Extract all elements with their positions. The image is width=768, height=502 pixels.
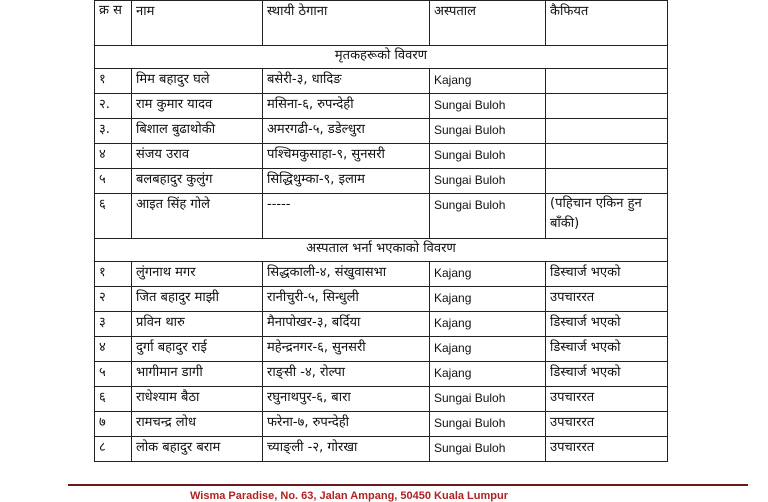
cell-name: लुंगनाथ मगर xyxy=(132,262,263,287)
cell-hospital: Sungai Buloh xyxy=(430,119,546,144)
cell-name: संजय उराव xyxy=(132,144,263,169)
cell-address: ----- xyxy=(263,194,430,239)
cell-hospital: Sungai Buloh xyxy=(430,387,546,412)
table-row xyxy=(95,412,668,437)
header-remarks: कैफियत xyxy=(546,1,668,46)
section-admitted-title: अस्पताल भर्ना भएकाको विवरण xyxy=(95,239,668,262)
cell-remarks xyxy=(546,69,668,94)
cell-sn: ५ xyxy=(95,169,132,194)
cell-hospital: Kajang xyxy=(430,287,546,312)
cell-name: लोक बहादुर बराम xyxy=(132,437,263,462)
cell-hospital: Sungai Buloh xyxy=(430,412,546,437)
header-address: स्थायी ठेगाना xyxy=(263,1,430,46)
table-row xyxy=(95,437,668,462)
cell-remarks xyxy=(546,169,668,194)
table-row xyxy=(95,262,668,287)
cell-remarks: डिस्चार्ज भएको xyxy=(546,312,668,337)
cell-address: फरेना-७, रुपन्देही xyxy=(263,412,430,437)
cell-sn: ६ xyxy=(95,194,132,239)
cell-address: राङ्सी -४, रोल्पा xyxy=(263,362,430,387)
cell-name: आइत सिंह गोले xyxy=(132,194,263,239)
cell-name: बलबहादुर कुलुंग xyxy=(132,169,263,194)
cell-name: मिम बहादुर घले xyxy=(132,69,263,94)
cell-address: रघुनाथपुर-६, बारा xyxy=(263,387,430,412)
header-row xyxy=(95,1,668,46)
cell-remarks: उपचाररत xyxy=(546,412,668,437)
footer-divider xyxy=(68,484,748,486)
cell-sn: ८ xyxy=(95,437,132,462)
cell-hospital: Sungai Buloh xyxy=(430,437,546,462)
cell-sn: ७ xyxy=(95,412,132,437)
records-table xyxy=(94,0,668,462)
cell-sn: २. xyxy=(95,94,132,119)
table-row xyxy=(95,194,668,239)
cell-remarks: डिस्चार्ज भएको xyxy=(546,262,668,287)
cell-name: बिशाल बुढाथोकी xyxy=(132,119,263,144)
cell-name: जित बहादुर माझी xyxy=(132,287,263,312)
cell-address: रानीचुरी-५, सिन्धुली xyxy=(263,287,430,312)
cell-remarks xyxy=(546,119,668,144)
cell-address: महेन्द्रनगर-६, सुनसरी xyxy=(263,337,430,362)
cell-remarks: उपचाररत xyxy=(546,387,668,412)
table-row xyxy=(95,144,668,169)
table-row xyxy=(95,337,668,362)
cell-name: दुर्गा बहादुर राई xyxy=(132,337,263,362)
cell-hospital: Kajang xyxy=(430,337,546,362)
cell-hospital: Kajang xyxy=(430,362,546,387)
cell-remarks: (पहिचान एकिन हुन बाँकी) xyxy=(546,194,668,239)
cell-name: रामचन्द्र लोध xyxy=(132,412,263,437)
cell-address: मैनापोखर-३, बर्दिया xyxy=(263,312,430,337)
cell-sn: ६ xyxy=(95,387,132,412)
cell-address: अमरगढी-५, डडेल्धुरा xyxy=(263,119,430,144)
cell-remarks: उपचाररत xyxy=(546,437,668,462)
section-deceased xyxy=(95,46,668,69)
table-row xyxy=(95,119,668,144)
cell-remarks xyxy=(546,144,668,169)
cell-sn: १ xyxy=(95,69,132,94)
table-row xyxy=(95,362,668,387)
table-row xyxy=(95,287,668,312)
cell-hospital: Kajang xyxy=(430,312,546,337)
cell-address: सिद्धिथुम्का-९, इलाम xyxy=(263,169,430,194)
cell-hospital: Kajang xyxy=(430,262,546,287)
cell-address: च्याङ्ली -२, गोरखा xyxy=(263,437,430,462)
cell-sn: १ xyxy=(95,262,132,287)
cell-address: पश्चिमकुसाहा-९, सुनसरी xyxy=(263,144,430,169)
table-row xyxy=(95,169,668,194)
header-hospital: अस्पताल xyxy=(430,1,546,46)
cell-remarks: डिस्चार्ज भएको xyxy=(546,362,668,387)
cell-sn: २ xyxy=(95,287,132,312)
section-deceased-title: मृतकहरूको विवरण xyxy=(95,46,668,69)
table-row xyxy=(95,94,668,119)
cell-remarks: उपचाररत xyxy=(546,287,668,312)
cell-sn: ४ xyxy=(95,337,132,362)
cell-remarks xyxy=(546,94,668,119)
cell-sn: ५ xyxy=(95,362,132,387)
header-sn: क्र स xyxy=(95,1,132,46)
cell-name: राम कुमार यादव xyxy=(132,94,263,119)
cell-hospital: Sungai Buloh xyxy=(430,144,546,169)
cell-hospital: Sungai Buloh xyxy=(430,94,546,119)
cell-sn: ४ xyxy=(95,144,132,169)
footer-address: Wisma Paradise, No. 63, Jalan Ampang, 50450 Kuala Lumpur xyxy=(190,490,508,502)
cell-sn: ३. xyxy=(95,119,132,144)
cell-address: सिद्धकाली-४, संखुवासभा xyxy=(263,262,430,287)
cell-hospital: Kajang xyxy=(430,69,546,94)
table-row xyxy=(95,387,668,412)
cell-hospital: Sungai Buloh xyxy=(430,169,546,194)
header-name: नाम xyxy=(132,1,263,46)
cell-sn: ३ xyxy=(95,312,132,337)
cell-hospital: Sungai Buloh xyxy=(430,194,546,239)
cell-remarks: डिस्चार्ज भएको xyxy=(546,337,668,362)
cell-address: मसिना-६, रुपन्देही xyxy=(263,94,430,119)
table-row xyxy=(95,69,668,94)
cell-name: भागीमान डागी xyxy=(132,362,263,387)
cell-name: राधेश्याम बैठा xyxy=(132,387,263,412)
cell-name: प्रविन थारु xyxy=(132,312,263,337)
section-admitted xyxy=(95,239,668,262)
cell-address: बसेरी-३, धादिङ xyxy=(263,69,430,94)
table-row xyxy=(95,312,668,337)
